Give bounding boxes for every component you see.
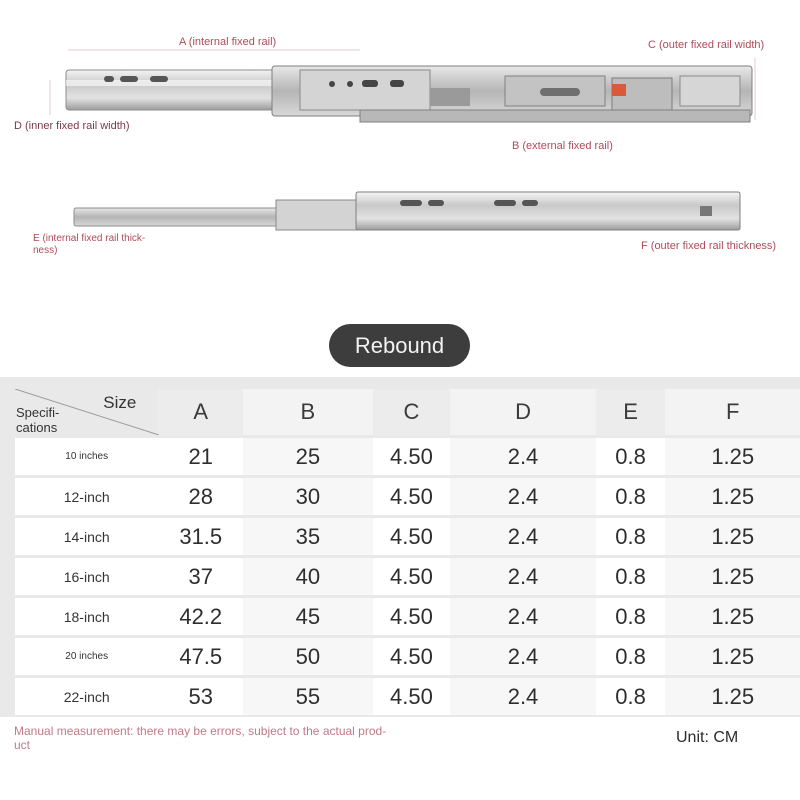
value-c: 4.50: [373, 438, 451, 475]
table-corner-cell: [15, 389, 158, 435]
spec-cell: 10 inches: [15, 438, 158, 475]
value-d: 2.4: [450, 438, 595, 475]
label-f: F (outer fixed rail thickness): [641, 240, 777, 252]
spec-cell: 18-inch: [15, 598, 158, 635]
value-f: 1.25: [665, 598, 800, 635]
value-c: 4.50: [373, 598, 451, 635]
value-e: 0.8: [596, 518, 666, 555]
spec-cell: 22-inch: [15, 678, 158, 715]
value-f: 1.25: [665, 678, 800, 715]
value-d: 2.4: [450, 598, 595, 635]
value-a: 37: [158, 558, 243, 595]
value-b: 50: [243, 638, 372, 675]
value-f: 1.25: [665, 638, 800, 675]
value-b: 30: [243, 478, 372, 515]
value-e: 0.8: [596, 638, 666, 675]
value-a: 21: [158, 438, 243, 475]
table-row: [15, 478, 800, 515]
spec-cell: 12-inch: [15, 478, 158, 515]
column-header-a: A: [158, 389, 243, 435]
table-row: [15, 558, 800, 595]
value-c: 4.50: [373, 478, 451, 515]
top-rail-outer: [272, 66, 752, 122]
measurement-note: Manual measurement: there may be errors, subject to the actual prod- uct: [14, 724, 387, 752]
column-header-b: B: [243, 389, 372, 435]
value-e: 0.8: [596, 598, 666, 635]
value-b: 35: [243, 518, 372, 555]
value-a: 42.2: [158, 598, 243, 635]
unit-label: Unit: CM: [676, 729, 739, 746]
label-b: B (external fixed rail): [512, 140, 613, 152]
corner-spec-label: Specifi- cations: [16, 405, 60, 435]
bottom-rail: [74, 192, 740, 230]
spec-cell: 20 inches: [15, 638, 158, 675]
spec-cell: 14-inch: [15, 518, 158, 555]
value-c: 4.50: [373, 558, 451, 595]
corner-size-label: Size: [103, 393, 137, 412]
value-a: 47.5: [158, 638, 243, 675]
spec-cell: 16-inch: [15, 558, 158, 595]
label-a: A (internal fixed rail): [179, 36, 277, 48]
table-row: [15, 438, 800, 475]
value-f: 1.25: [665, 438, 800, 475]
value-d: 2.4: [450, 518, 595, 555]
value-f: 1.25: [665, 478, 800, 515]
value-d: 2.4: [450, 558, 595, 595]
value-b: 25: [243, 438, 372, 475]
value-b: 40: [243, 558, 372, 595]
table-row: [15, 598, 800, 635]
value-c: 4.50: [373, 678, 451, 715]
rail-diagram: [0, 0, 800, 310]
value-a: 31.5: [158, 518, 243, 555]
value-a: 28: [158, 478, 243, 515]
value-e: 0.8: [596, 678, 666, 715]
label-d: D (inner fixed rail width): [14, 120, 130, 132]
specification-table-panel: [0, 377, 800, 717]
value-f: 1.25: [665, 558, 800, 595]
rebound-badge: Rebound: [329, 324, 470, 367]
label-c: C (outer fixed rail width): [648, 39, 765, 51]
value-b: 55: [243, 678, 372, 715]
table-row: [15, 678, 800, 715]
table-row: [15, 638, 800, 675]
specification-table: [15, 386, 800, 718]
value-e: 0.8: [596, 438, 666, 475]
value-c: 4.50: [373, 518, 451, 555]
value-c: 4.50: [373, 638, 451, 675]
table-row: [15, 518, 800, 555]
value-e: 0.8: [596, 558, 666, 595]
table-header-row: [15, 389, 800, 435]
value-f: 1.25: [665, 518, 800, 555]
label-e: E (internal fixed rail thick- ness): [33, 233, 146, 256]
value-d: 2.4: [450, 638, 595, 675]
value-e: 0.8: [596, 478, 666, 515]
column-header-f: F: [665, 389, 800, 435]
column-header-c: C: [373, 389, 451, 435]
column-header-e: E: [596, 389, 666, 435]
value-a: 53: [158, 678, 243, 715]
value-b: 45: [243, 598, 372, 635]
value-d: 2.4: [450, 478, 595, 515]
value-d: 2.4: [450, 678, 595, 715]
column-header-d: D: [450, 389, 595, 435]
